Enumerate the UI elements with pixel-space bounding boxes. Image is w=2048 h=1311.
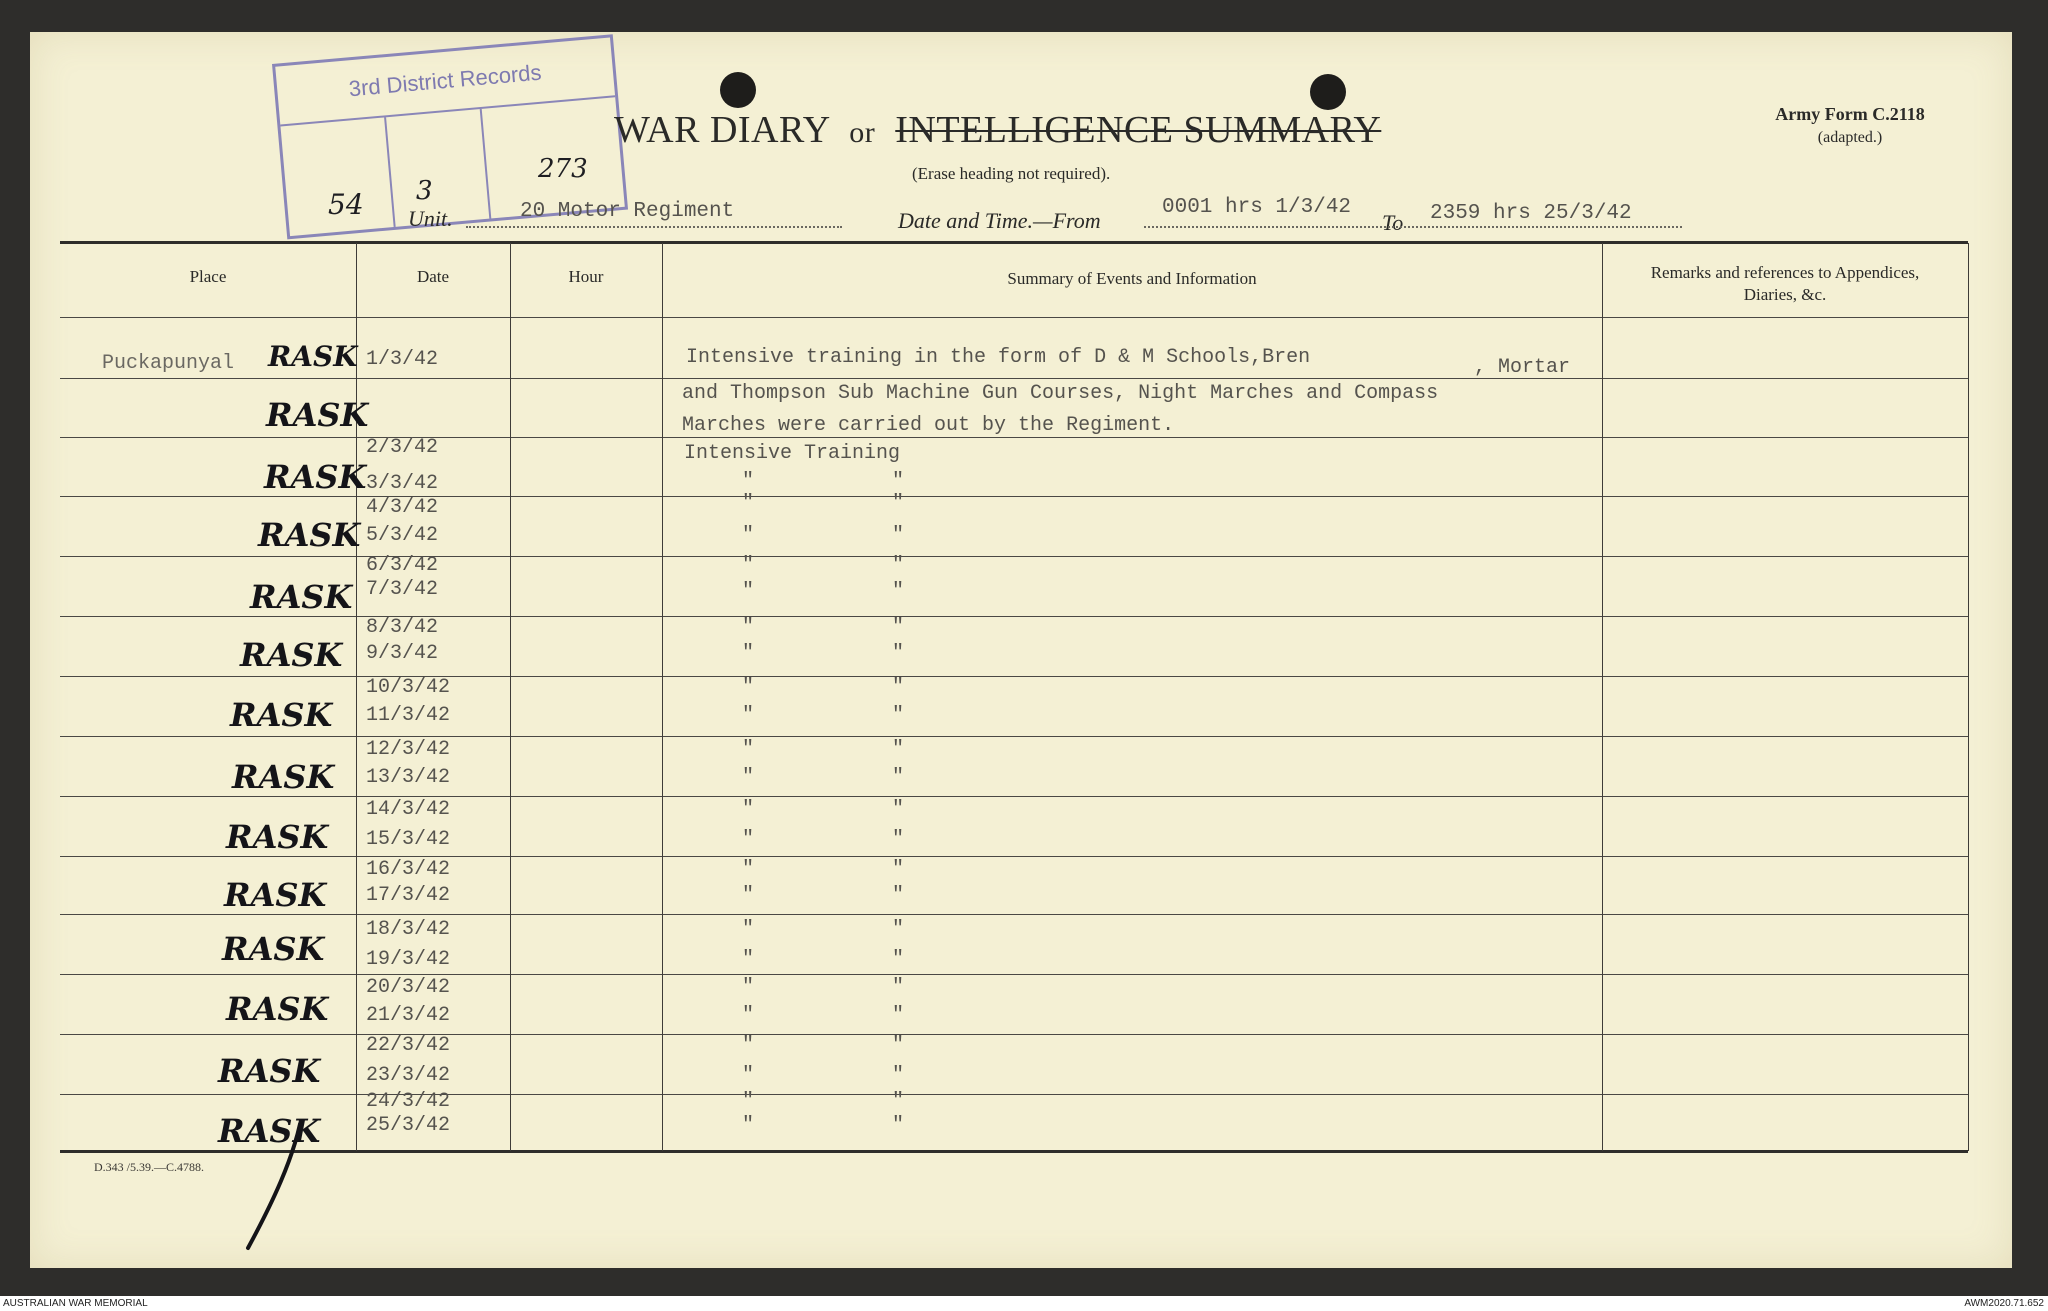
- date-cell: 11/3/42: [366, 704, 451, 727]
- army-form-label: [1740, 102, 1960, 150]
- row-rule: [60, 856, 1968, 857]
- column-divider: [662, 243, 663, 1151]
- ditto-mark: ": [892, 976, 905, 999]
- initials-signature: RASK: [240, 636, 343, 674]
- ditto-mark: ": [892, 798, 905, 821]
- ditto-mark: ": [892, 1004, 905, 1027]
- ditto-mark: ": [742, 642, 755, 665]
- punch-hole: [1310, 74, 1346, 110]
- row-rule: [60, 1034, 1968, 1035]
- ditto-mark: ": [742, 738, 755, 761]
- ditto-mark: ": [742, 554, 755, 577]
- date-to-value: 2359 hrs 25/3/42: [1430, 202, 1632, 225]
- ditto-mark: ": [742, 616, 755, 639]
- initials-signature: RASK: [232, 758, 335, 796]
- date-cell: 2/3/42: [366, 436, 439, 459]
- ditto-mark: ": [892, 1114, 905, 1137]
- initials-signature: RASK: [268, 340, 358, 373]
- ditto-mark: ": [742, 858, 755, 881]
- row-rule: [60, 914, 1968, 915]
- column-header-date: Date: [416, 267, 450, 286]
- column-divider: [510, 243, 511, 1151]
- title-war-diary: WAR DIARY: [614, 109, 830, 151]
- date-cell: 17/3/42: [366, 884, 451, 907]
- row-rule: [60, 676, 1968, 677]
- initials-signature: RASK: [224, 876, 327, 914]
- ditto-mark: ": [892, 524, 905, 547]
- title-or: or: [849, 116, 876, 149]
- ditto-mark: ": [742, 918, 755, 941]
- column-header-summary: Summary of Events and Information: [1007, 269, 1257, 288]
- archive-footer: [0, 1296, 2048, 1311]
- row-rule: [60, 556, 1968, 557]
- date-cell: 22/3/42: [366, 1034, 451, 1057]
- date-from-value: 0001 hrs 1/3/42: [1162, 196, 1352, 219]
- date-cell: 16/3/42: [366, 858, 451, 881]
- summary-line: Marches were carried out by the Regiment.: [682, 414, 1175, 437]
- date-cell: 18/3/42: [366, 918, 451, 941]
- header-rule: [60, 317, 1968, 318]
- initials-signature: RASK: [266, 396, 369, 434]
- row-rule: [60, 736, 1968, 737]
- title-intelligence-summary: INTELLIGENCE SUMMARY: [895, 109, 1382, 151]
- date-cell: 23/3/42: [366, 1064, 451, 1087]
- ditto-mark: ": [892, 828, 905, 851]
- column-divider: [1602, 243, 1603, 1151]
- table-top-rule: [60, 241, 1968, 244]
- date-cell: 5/3/42: [366, 524, 439, 547]
- date-cell: 19/3/42: [366, 948, 451, 971]
- unit-value: 20 Motor Regiment: [520, 200, 735, 223]
- unit-dotted-line: [466, 226, 842, 228]
- ditto-mark: ": [892, 884, 905, 907]
- ditto-mark: ": [742, 492, 755, 515]
- date-cell: 15/3/42: [366, 828, 451, 851]
- date-cell: 20/3/42: [366, 976, 451, 999]
- page-title: [614, 108, 1381, 152]
- ditto-mark: ": [892, 580, 905, 603]
- ditto-mark: ": [892, 1034, 905, 1057]
- ditto-mark: ": [892, 676, 905, 699]
- ditto-mark: ": [892, 948, 905, 971]
- date-cell: 3/3/42: [366, 472, 439, 495]
- ditto-mark: ": [892, 642, 905, 665]
- summary-line: Intensive Training: [684, 442, 901, 465]
- stamp-value: 54: [328, 188, 364, 221]
- ditto-mark: ": [892, 470, 905, 493]
- erase-note: (Erase heading not required).: [912, 164, 1111, 183]
- ditto-mark: ": [892, 704, 905, 727]
- ditto-mark: ": [742, 948, 755, 971]
- stamp-value: 273: [538, 154, 588, 184]
- date-to-label: To: [1382, 210, 1404, 235]
- date-cell: 14/3/42: [366, 798, 451, 821]
- initials-signature: RASK: [230, 696, 333, 734]
- print-code: D.343 /5.39.—C.4788.: [94, 1160, 205, 1174]
- unit-label: Unit.: [408, 206, 453, 231]
- ditto-mark: ": [742, 976, 755, 999]
- row-rule: [60, 1094, 1968, 1095]
- table-bottom-rule: [60, 1150, 1968, 1153]
- summary-line: Intensive training in the form of D & M Schools,Bren: [686, 346, 1311, 369]
- initials-signature: RASK: [226, 990, 329, 1028]
- summary-line-insert: , Mortar: [1474, 356, 1571, 379]
- column-header-remarks: Remarks and references to Appendices, Diaries, &c.: [1650, 263, 1920, 304]
- ditto-mark: ": [742, 580, 755, 603]
- ditto-mark: ": [742, 1034, 755, 1057]
- ditto-mark: ": [892, 738, 905, 761]
- ditto-mark: ": [742, 1004, 755, 1027]
- date-cell: 1/3/42: [366, 348, 439, 371]
- column-header-place: Place: [189, 267, 227, 286]
- ditto-mark: ": [742, 704, 755, 727]
- row-rule: [60, 974, 1968, 975]
- initials-signature: RASK: [258, 516, 361, 554]
- ditto-mark: ": [742, 884, 755, 907]
- row-rule: [60, 437, 1968, 438]
- footer-item-id: AWM2020.71.652: [1964, 1298, 2044, 1309]
- date-dotted-line: [1144, 226, 1682, 228]
- ditto-mark: ": [742, 524, 755, 547]
- column-divider: [356, 243, 357, 1151]
- stamp-title: 3rd District Records: [275, 37, 615, 126]
- ditto-mark: ": [892, 554, 905, 577]
- date-cell: 10/3/42: [366, 676, 451, 699]
- ditto-mark: ": [892, 918, 905, 941]
- initials-signature: RASK: [222, 930, 325, 968]
- row-rule: [60, 616, 1968, 617]
- date-cell: 12/3/42: [366, 738, 451, 761]
- date-cell: 21/3/42: [366, 1004, 451, 1027]
- army-form-number: Army Form C.2118: [1775, 104, 1925, 124]
- ditto-mark: ": [742, 1090, 755, 1113]
- column-divider: [1968, 243, 1969, 1151]
- initials-signature: RASK: [264, 458, 367, 496]
- ditto-mark: ": [892, 1090, 905, 1113]
- date-cell: 24/3/42: [366, 1090, 451, 1113]
- ditto-mark: ": [742, 1064, 755, 1087]
- ditto-mark: ": [892, 1064, 905, 1087]
- initials-signature: RASK: [218, 1112, 321, 1150]
- ditto-mark: ": [742, 766, 755, 789]
- summary-line: and Thompson Sub Machine Gun Courses, Night Marches and Compass: [682, 382, 1439, 405]
- initials-signature: RASK: [250, 578, 353, 616]
- row-rule: [60, 378, 1968, 379]
- footer-institution: AUSTRALIAN WAR MEMORIAL: [3, 1298, 148, 1309]
- pen-stroke: [240, 1120, 320, 1260]
- date-cell: 4/3/42: [366, 496, 439, 519]
- date-cell: 25/3/42: [366, 1114, 451, 1137]
- ditto-mark: ": [742, 798, 755, 821]
- ditto-mark: ": [892, 616, 905, 639]
- initials-signature: RASK: [226, 818, 329, 856]
- date-cell: 13/3/42: [366, 766, 451, 789]
- ditto-mark: ": [742, 470, 755, 493]
- ditto-mark: ": [742, 676, 755, 699]
- date-cell: 6/3/42: [366, 554, 439, 577]
- column-header-hour: Hour: [568, 267, 604, 286]
- punch-hole: [720, 72, 756, 108]
- ditto-mark: ": [892, 858, 905, 881]
- date-time-label: Date and Time.—From: [898, 208, 1101, 233]
- ditto-mark: ": [742, 828, 755, 851]
- place-value: Puckapunyal: [102, 352, 235, 375]
- row-rule: [60, 796, 1968, 797]
- date-cell: 7/3/42: [366, 578, 439, 601]
- ditto-mark: ": [742, 1114, 755, 1137]
- ditto-mark: ": [892, 492, 905, 515]
- date-cell: 8/3/42: [366, 616, 439, 639]
- initials-signature: RASK: [218, 1052, 321, 1090]
- stamp-value: 3: [416, 176, 433, 206]
- date-cell: 9/3/42: [366, 642, 439, 665]
- row-rule: [60, 496, 1968, 497]
- ditto-mark: ": [892, 766, 905, 789]
- army-form-adapted: (adapted.): [1817, 129, 1883, 146]
